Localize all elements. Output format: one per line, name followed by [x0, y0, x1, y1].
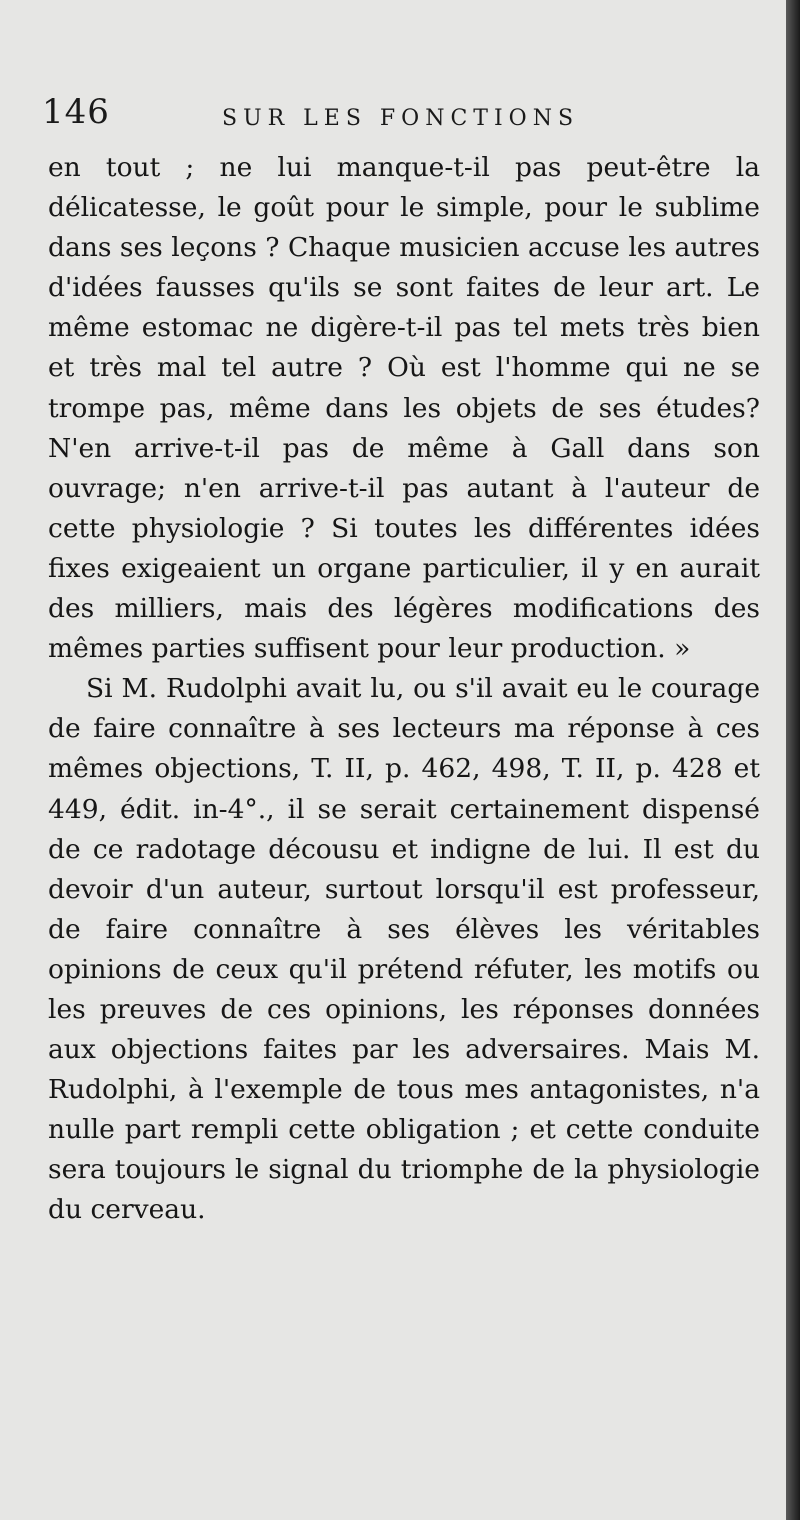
page-number: 146 [42, 92, 110, 132]
page-header [42, 92, 762, 136]
paragraph-continuation: en tout ; ne lui manque-t-il pas peut-être la délicatesse, le goût pour le simple, pour le sublime dans ses leçons ? Chaque musicien accuse les autres d'idées fausses qu'ils se sont faites de leur art. Le même estomac ne digère-t-il pas tel mets très bien et très mal tel autre ? Où est l'homme qui ne se trompe pas, même dans les objets de ses études? N'en arrive-t-il pas de même à Gall dans son ouvrage; n'en arrive-t-il pas autant à l'auteur de cette physiologie ? Si toutes les différentes idées fixes exigeaient un organe particulier, il y en aurait des milliers, mais des légères modifications des mêmes parties suffisent pour leur production. » [48, 152, 760, 665]
running-head: SUR LES FONCTIONS [222, 106, 580, 131]
paragraph-rudolphi: Si M. Rudolphi avait lu, ou s'il avait eu le courage de faire connaître à ses lecteurs ma réponse à ces mêmes objections, T. II, p. 462, 498, T. II, p. 428 et 449, édit. in-4°., il se serait certainement dispensé de ce radotage décousu et indigne de lui. Il est du devoir d'un auteur, surtout lorsqu'il est professeur, de faire connaître à ses élèves les véritables opinions de ceux qu'il prétend réfuter, les motifs ou les preuves de ces opinions, les réponses données aux objections faites par les adversaires. Mais M. Rudolphi, à l'exemple de tous mes antagonistes, n'a nulle part rempli cette obligation ; et cette conduite sera toujours le signal du triomphe de la physiologie du cerveau. [48, 673, 760, 1226]
page-edge-shadow [786, 0, 800, 1520]
body-text [48, 148, 760, 1231]
